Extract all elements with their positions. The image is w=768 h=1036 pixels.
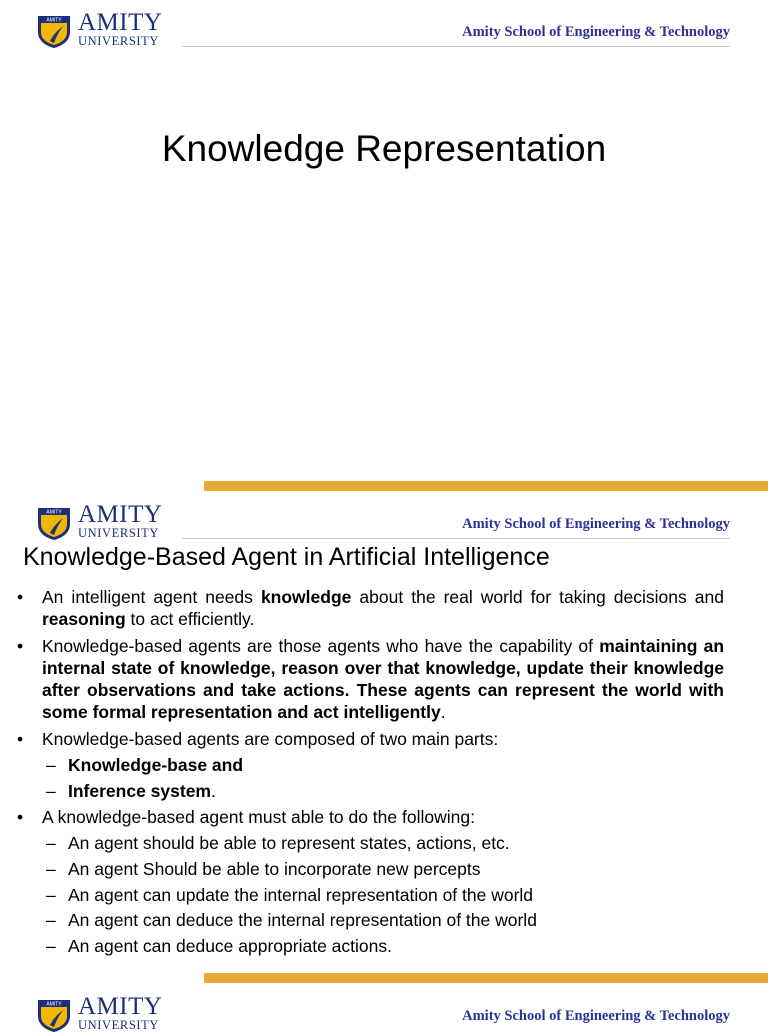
amity-logo [36,501,176,544]
bullet-item: • A knowledge-based agent must able to do the following: [17,806,475,827]
shield-icon [36,504,72,540]
logo-sub: UNIVERSITY [78,1018,159,1032]
header-divider [182,538,730,539]
dash-icon: – [46,884,56,905]
sub-bullet-item: – Inference system. [46,780,216,801]
slide1-footer-bar [204,481,768,491]
header-divider [182,46,730,47]
school-name: Amity School of Engineering & Technology [462,516,730,532]
logo-name: AMITY [78,9,163,36]
logo-sub: UNIVERSITY [78,526,159,540]
shield-text: AMITY [46,17,62,24]
dash-icon: – [46,755,56,776]
amity-logo [36,9,176,52]
sub-bullet-item: – An agent Should be able to incorporate new percepts [46,858,481,879]
slide2-footer-bar [204,973,768,983]
logo-name: AMITY [78,501,163,528]
dash-icon: – [46,832,56,853]
sub-bullet-item: – An agent can deduce the internal representation of the world [46,910,537,931]
dash-icon: – [46,936,56,957]
dash-icon: – [46,858,56,879]
bullet-icon: • [17,587,24,607]
sub-bullet-item: – An agent can update the internal representation of the world [46,884,534,905]
logo-sub: UNIVERSITY [78,34,159,48]
sub-bullet-item: – An agent can deduce appropriate actions. [46,936,392,957]
dash-icon: – [46,910,56,931]
bullet-item: • Knowledge-based agents are those agents who have the capability of maintaining an internal state of knowledge, reason over that knowledge, update their knowledge after observations and take actions. These agents can represent the world with some formal representation and act intelligently. [17,635,725,723]
school-name: Amity School of Engineering & Technology [462,1008,730,1024]
shield-icon [36,996,72,1032]
sub-bullet-item: – An agent should be able to represent states, actions, etc. [46,832,510,853]
bullet-item: • An intelligent agent needs knowledge about the real world for taking decisions and reasoning to act efficiently. [17,587,724,630]
logo-name: AMITY [78,993,163,1020]
bullet-item: • Knowledge-based agents are composed of two main parts: [17,728,499,749]
shield-text: AMITY [46,1001,62,1008]
slide2-title: Knowledge-Based Agent in Artificial Intelligence [23,543,550,571]
slide2-content [0,586,768,961]
school-name: Amity School of Engineering & Technology [462,24,730,40]
dash-icon: – [46,780,56,801]
shield-icon [36,12,72,48]
slide1-title: Knowledge Representation [161,128,607,169]
shield-text: AMITY [46,509,62,516]
sub-bullet-item: – Knowledge-base and [46,755,244,776]
bullet-icon: • [17,806,24,827]
bullet-icon: • [17,635,24,656]
bullet-icon: • [17,728,24,749]
amity-logo [36,993,176,1036]
